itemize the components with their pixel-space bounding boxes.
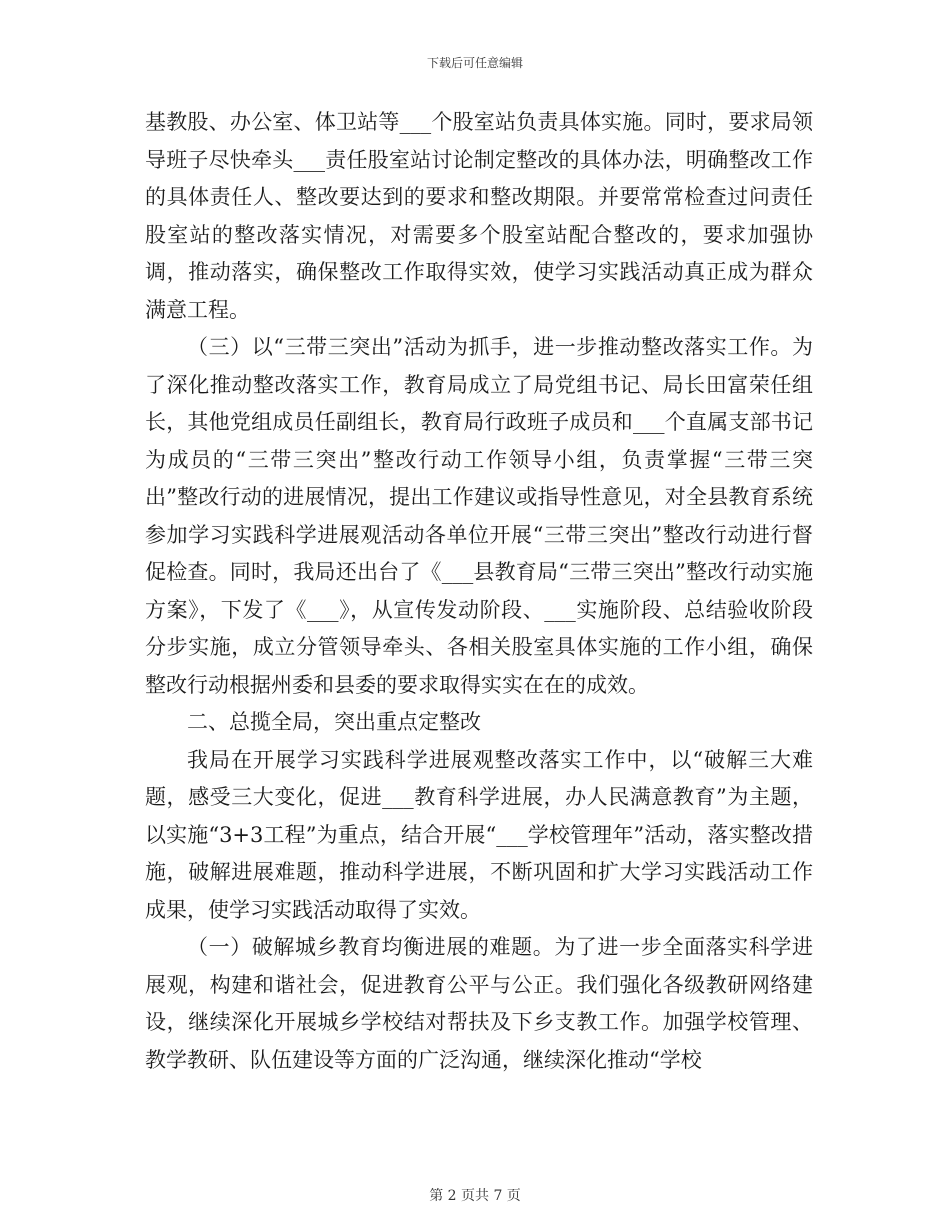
paragraph-urban-rural: （一）破解城乡教育均衡进展的难题。为了进一步全面落实科学进展观，构建和谐社会，促进教育公平与公正。我们强化各级教研网络建设，继续深化开展城乡学校结对帮扶及下乡支教工作。加强学校管理、教学教研、队伍建设等方面的广泛沟通，继续深化推动“学校 (145, 935, 813, 1072)
paragraph-continuation: 基教股、办公室、体卫站等___个股室站负责具体实施。同时，要求局领导班子尽快牵头___责任股室站讨论制定整改的具体办法，明确整改工作的具体责任人、整改要达到的要求和整改期限。并要常常检查过问责任股室站的整改落实情况，对需要多个股室站配合整改的，要求加强协调，推动落实，确保整改工作取得实效，使学习实践活动真正成为群众满意工程。 (145, 110, 813, 322)
page-footer: 第 2 页共 7 页 (429, 1188, 521, 1204)
page-header: 下载后可任意编辑 (426, 56, 523, 70)
document-body (145, 104, 813, 1079)
paragraph-san-dai-san-tu-chu: （三）以“三带三突出”活动为抓手，进一步推动整改落实工作。为了深化推动整改落实工作，教育局成立了局党组书记、局长田富荣任组长，其他党组成员任副组长，教育局行政班子成员和___个直属支部书记为成员的“三带三突出”整改行动工作领导小组，负责掌握“三带三突出”整改行动的进展情况，提出工作建议或指导性意见，对全县教育系统参加学习实践科学进展观活动各单位开展“三带三突出”整改行动进行督促检查。同时，我局还出台了《___县教育局“三带三突出”整改行动实施方案》，下发了《___》，从宣传发动阶段、___实施阶段、总结验收阶段分步实施，成立分管领导牵头、各相关股室具体实施的工作小组，确保整改行动根据州委和县委的要求取得实实在在的成效。 (145, 335, 813, 697)
section-heading: 二、总揽全局，突出重点定整改 (187, 710, 481, 734)
paragraph-theme: 我局在开展学习实践科学进展观整改落实工作中，以“破解三大难题，感受三大变化，促进___教育科学进展，办人民满意教育”为主题，以实施“3+3工程”为重点，结合开展“___学校管理年”活动，落实整改措施，破解进展难题，推动科学进展，不断巩固和扩大学习实践活动工作成果，使学习实践活动取得了实效。 (145, 747, 813, 922)
